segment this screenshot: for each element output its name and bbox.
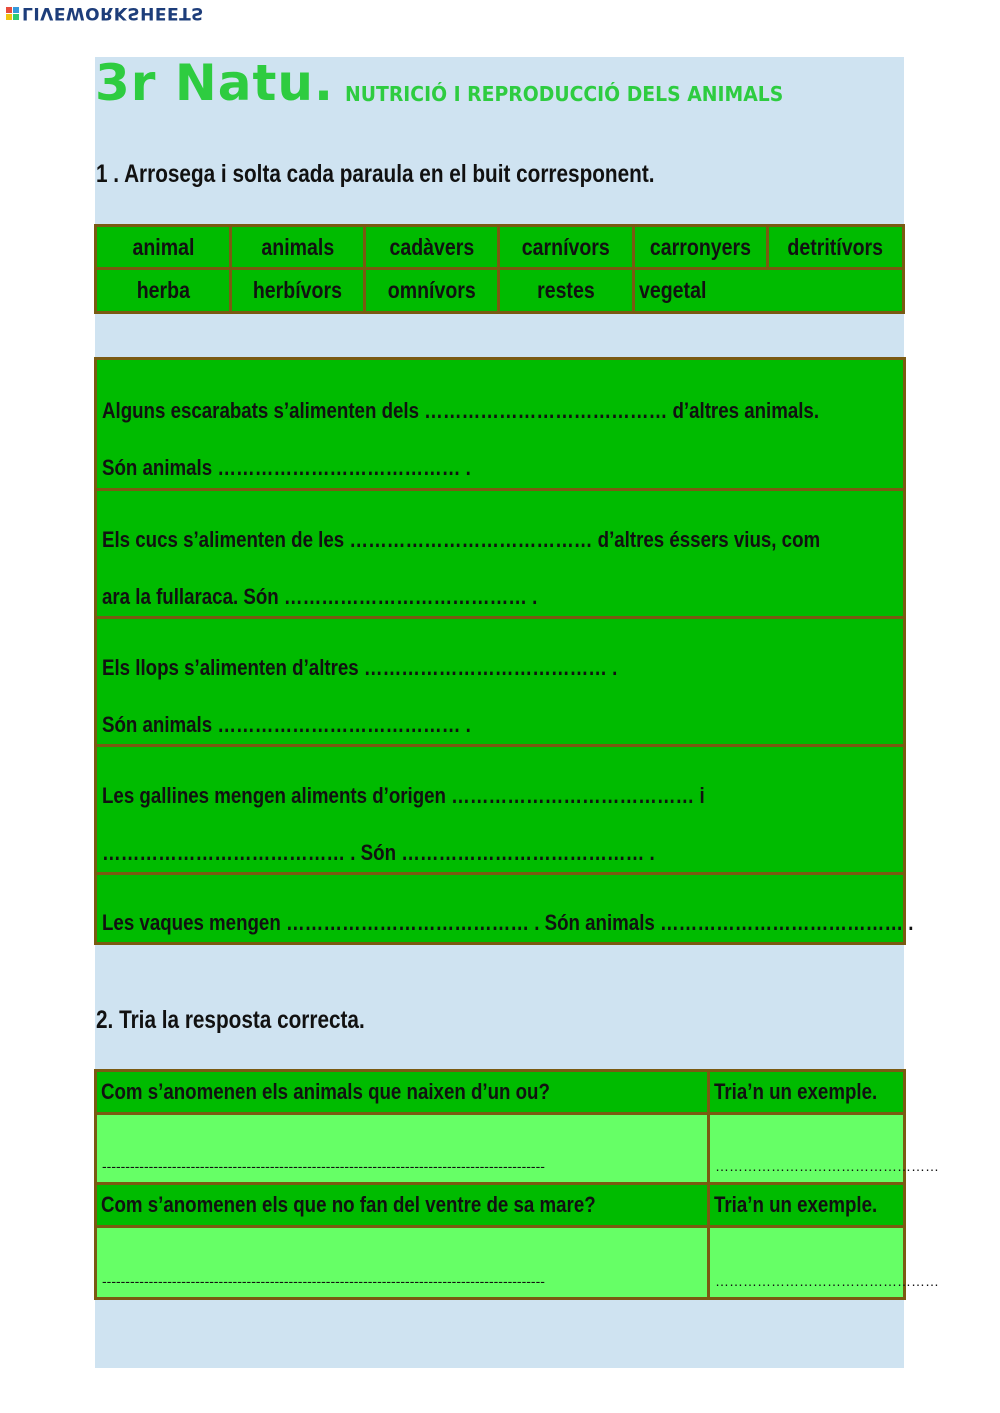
- sentence-line[interactable]: Els cucs s’alimenten de les ………………………………… d’altres éssers vius, com: [102, 527, 821, 552]
- exercise1-heading: 1 . Arrosega i solta cada paraula en el buit corresponent.: [96, 160, 655, 188]
- sentence-line[interactable]: Les gallines mengen aliments d’origen ………………………………… i: [102, 783, 705, 808]
- question-row: [97, 1072, 903, 1115]
- logo-square-yellow: [6, 14, 12, 20]
- question-text: Com s’anomenen els animals que naixen d’un ou?: [101, 1079, 550, 1104]
- example-blank[interactable]: …………………………………………: [715, 1158, 939, 1174]
- word-chip[interactable]: herba: [97, 270, 232, 311]
- question-cell: [97, 1072, 710, 1112]
- title-row: [95, 54, 904, 114]
- example-blank[interactable]: …………………………………………: [715, 1273, 939, 1289]
- answer-blank[interactable]: -----------------------------------------------------------------------------------------------: [102, 1273, 545, 1289]
- word-bank: [94, 224, 905, 314]
- word-chip[interactable]: carnívors: [500, 227, 635, 267]
- sentence-row: [97, 875, 914, 942]
- question-cell: [97, 1185, 710, 1225]
- choice-table: [94, 1069, 939, 1300]
- word-chip[interactable]: animals: [232, 227, 366, 267]
- sentence-line[interactable]: ara la fullaraca. Són ………………………………… .: [102, 584, 538, 609]
- word-bank-row-1: [97, 227, 902, 270]
- answer-dropdown[interactable]: [97, 1228, 710, 1297]
- word-chip[interactable]: restes: [500, 270, 635, 311]
- example-dropdown[interactable]: [710, 1228, 939, 1297]
- word-chip[interactable]: detritívors: [787, 233, 884, 260]
- sentence-line[interactable]: Les vaques mengen ………………………………… . Són animals ………………………………… .: [102, 910, 914, 935]
- sentence-line[interactable]: Els llops s’alimenten d’altres ………………………………… .: [102, 655, 618, 680]
- fill-in-table: [94, 357, 914, 945]
- sentence-line[interactable]: ………………………………… . Són ………………………………… .: [102, 840, 655, 865]
- example-label: Tria’n un exemple.: [714, 1192, 878, 1217]
- question-row: [97, 1185, 903, 1228]
- example-label-cell: [710, 1185, 903, 1225]
- brand-text: LIVEWORKSHEETS: [22, 3, 204, 23]
- answer-row: [97, 1115, 939, 1185]
- brand-watermark: [6, 4, 204, 22]
- exercise2-heading: 2. Tria la resposta correcta.: [96, 1006, 365, 1034]
- sentence-row: [97, 619, 903, 747]
- sentence-line[interactable]: Alguns escarabats s’alimenten dels ………………………………… d’altres animals.: [102, 398, 820, 423]
- example-label-cell: [710, 1072, 903, 1112]
- logo-square-blue: [13, 7, 19, 13]
- answer-dropdown[interactable]: [97, 1115, 710, 1182]
- question-text: Com s’anomenen els que no fan del ventre de sa mare?: [101, 1192, 596, 1217]
- sentence-line[interactable]: Són animals ………………………………… .: [102, 455, 471, 480]
- word-chip[interactable]: cadàvers: [366, 227, 500, 267]
- brand-logo-icon: [6, 7, 19, 20]
- word-bank-row-2: [97, 270, 902, 311]
- page-subtitle: NUTRICIÓ I REPRODUCCIÓ DELS ANIMALS: [345, 82, 784, 106]
- word-chip[interactable]: herbívors: [232, 270, 366, 311]
- page-title: 3r Natu.: [95, 54, 334, 112]
- logo-square-green: [13, 14, 19, 20]
- sentence-row: [97, 360, 903, 491]
- example-dropdown[interactable]: [710, 1115, 939, 1182]
- answer-blank[interactable]: -----------------------------------------------------------------------------------------------: [102, 1158, 545, 1174]
- word-chip[interactable]: omnívors: [366, 270, 500, 311]
- sentence-row: [97, 491, 903, 619]
- example-label: Tria’n un exemple.: [714, 1079, 878, 1104]
- word-chip[interactable]: vegetal: [639, 277, 707, 303]
- word-chip[interactable]: carronyers: [635, 227, 769, 267]
- sentence-line[interactable]: Són animals ………………………………… .: [102, 712, 471, 737]
- sentence-row: [97, 747, 903, 875]
- answer-row: [97, 1228, 939, 1297]
- logo-square-red: [6, 7, 12, 13]
- word-chip[interactable]: animal: [97, 227, 232, 267]
